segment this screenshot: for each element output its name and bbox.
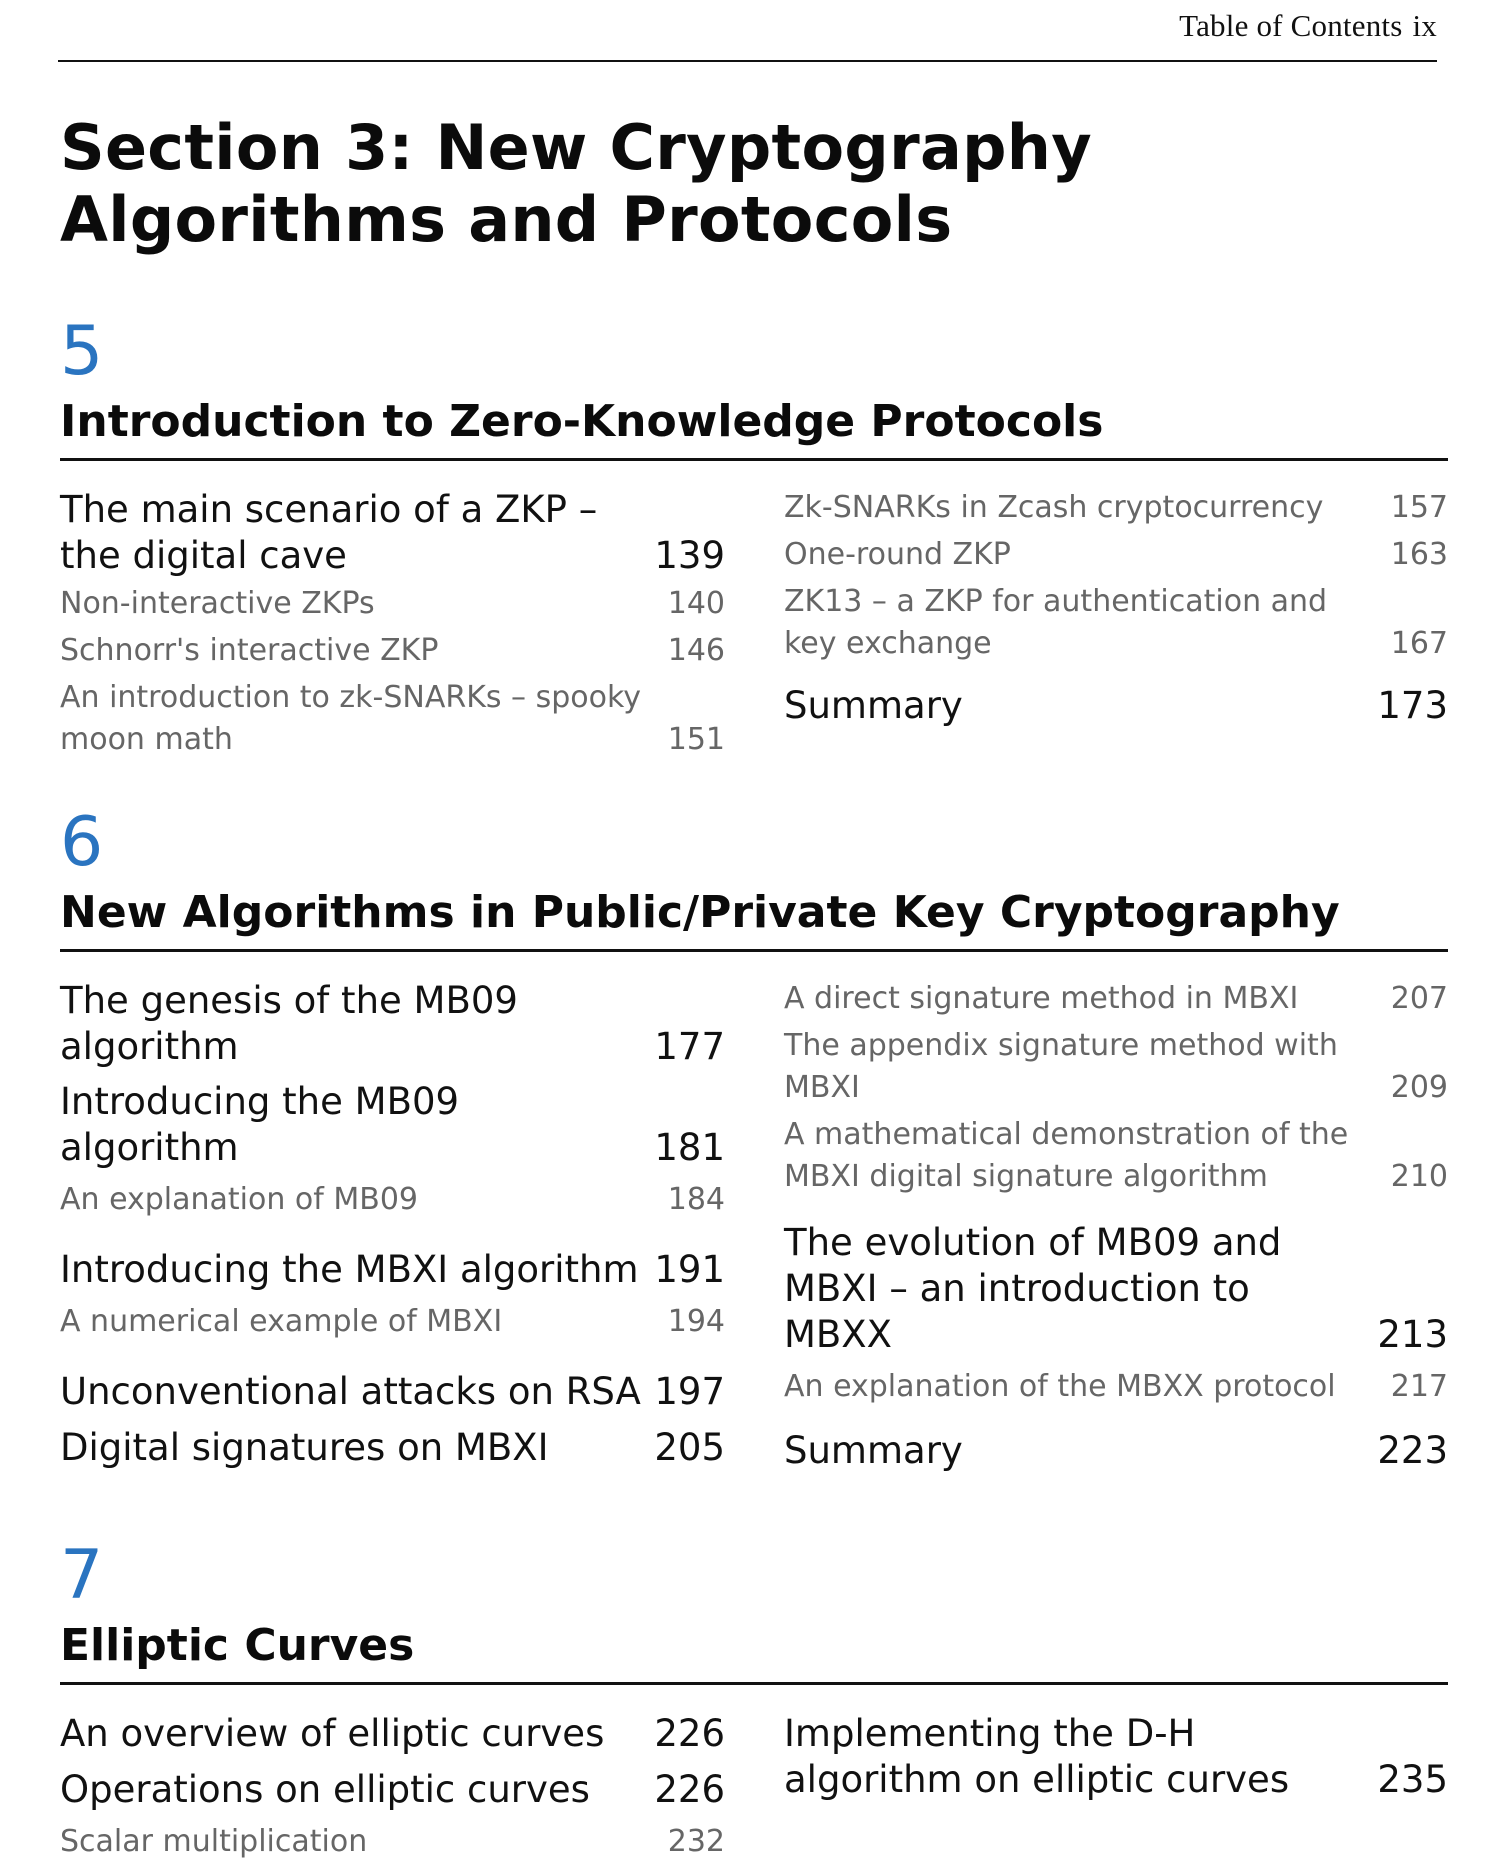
- entry-page: 191: [654, 1248, 725, 1291]
- left-column: [60, 978, 725, 1471]
- entry-page: 226: [654, 1712, 725, 1755]
- entry-title: A direct signature method in MBXI: [784, 981, 1299, 1016]
- entry-page: 157: [1390, 490, 1448, 525]
- toc-entry[interactable]: [784, 1711, 1448, 1803]
- chapter-6: [60, 803, 1448, 1472]
- toc-entry[interactable]: [60, 1247, 725, 1293]
- chapter-title: Introduction to Zero-Knowledge Protocols: [60, 394, 1448, 461]
- entry-title: An explanation of MB09: [60, 1182, 419, 1217]
- chapter-number: 6: [60, 803, 104, 882]
- entry-title: Digital signatures on MBXI: [60, 1426, 549, 1469]
- right-column: [784, 1711, 1448, 1803]
- chapter-number: 5: [60, 312, 104, 391]
- entry-page: 197: [654, 1370, 725, 1413]
- entry-page: 217: [1390, 1369, 1448, 1404]
- entry-title: Zk-SNARKs in Zcash cryptocurrency: [784, 490, 1324, 525]
- toc-entry[interactable]: [60, 1179, 725, 1221]
- entry-page: 223: [1377, 1429, 1448, 1472]
- left-column: [60, 487, 725, 761]
- toc-entry[interactable]: [60, 1821, 725, 1863]
- entry-title: An introduction to zk-SNARKs – spooky moon math: [60, 680, 642, 757]
- entry-page: 194: [667, 1304, 725, 1339]
- entry-title: The evolution of MB09 and MBXI – an introduction to MBXX: [784, 1221, 1282, 1356]
- entry-page: 181: [654, 1126, 725, 1169]
- entry-title: ZK13 – a ZKP for authentication and key exchange: [784, 584, 1328, 661]
- chapter-title: Elliptic Curves: [60, 1618, 1448, 1685]
- left-column: [60, 1711, 725, 1863]
- toc-entry[interactable]: [60, 1301, 725, 1343]
- entry-title: Schnorr's interactive ZKP: [60, 633, 439, 668]
- entry-title: The genesis of the MB09 algorithm: [60, 979, 518, 1068]
- entry-title: Scalar multiplication: [60, 1824, 368, 1859]
- entry-title: The appendix signature method with MBXI: [784, 1028, 1338, 1105]
- toc-entry[interactable]: [60, 487, 725, 579]
- entry-title: Summary: [784, 684, 963, 727]
- entry-page: 139: [654, 534, 725, 577]
- toc-entry[interactable]: [60, 1369, 725, 1415]
- running-head: [1179, 8, 1437, 44]
- entry-title: An overview of elliptic curves: [60, 1712, 605, 1755]
- entry-page: 235: [1377, 1758, 1448, 1801]
- entry-page: 207: [1390, 981, 1448, 1016]
- toc-entry[interactable]: [784, 534, 1448, 576]
- entry-page: 140: [667, 586, 725, 621]
- running-head-page-number: ix: [1412, 8, 1437, 43]
- entry-page: 167: [1390, 626, 1448, 661]
- entry-page: 232: [667, 1824, 725, 1859]
- toc-entry[interactable]: [60, 1711, 725, 1757]
- entry-title: The main scenario of a ZKP – the digital cave: [60, 488, 598, 577]
- entry-title: Summary: [784, 1429, 963, 1472]
- toc-entry[interactable]: [784, 581, 1448, 665]
- entry-page: 151: [667, 722, 725, 757]
- toc-entry[interactable]: [60, 1767, 725, 1813]
- right-column: [784, 978, 1448, 1474]
- entry-title: Operations on elliptic curves: [60, 1768, 590, 1811]
- header-rule: [58, 60, 1437, 62]
- toc-entry[interactable]: [784, 487, 1448, 529]
- entry-page: 177: [654, 1025, 725, 1068]
- toc-entry[interactable]: [784, 1220, 1448, 1358]
- entry-title: Introducing the MBXI algorithm: [60, 1248, 639, 1291]
- entry-page: 226: [654, 1768, 725, 1811]
- toc-entry[interactable]: [60, 677, 725, 761]
- toc-entry[interactable]: [784, 1366, 1448, 1408]
- chapter-7: [60, 1536, 1448, 1859]
- entry-title: Non-interactive ZKPs: [60, 586, 375, 621]
- toc-entry[interactable]: [784, 978, 1448, 1020]
- entry-page: 146: [667, 633, 725, 668]
- entry-page: 173: [1377, 684, 1448, 727]
- entry-page: 209: [1390, 1070, 1448, 1105]
- toc-entry[interactable]: [784, 683, 1448, 729]
- entry-title: An explanation of the MBXX protocol: [784, 1369, 1336, 1404]
- entry-page: 213: [1377, 1313, 1448, 1356]
- entry-title: A numerical example of MBXI: [60, 1304, 503, 1339]
- toc-entry[interactable]: [60, 1425, 725, 1471]
- right-column: [784, 487, 1448, 729]
- entry-title: Introducing the MB09 algorithm: [60, 1080, 460, 1169]
- entry-page: 163: [1390, 537, 1448, 572]
- toc-entry[interactable]: [60, 630, 725, 672]
- entry-page: 205: [654, 1426, 725, 1469]
- entry-title: Implementing the D-H algorithm on elliptic curves: [784, 1712, 1290, 1801]
- chapter-5: [60, 312, 1448, 757]
- section-title: Section 3: New Cryptography Algorithms and Protocols: [60, 111, 1092, 256]
- toc-entry[interactable]: [784, 1025, 1448, 1109]
- entry-title: One-round ZKP: [784, 537, 1011, 572]
- chapter-title: New Algorithms in Public/Private Key Cryptography: [60, 885, 1448, 952]
- entry-page: 210: [1390, 1159, 1448, 1194]
- toc-entry[interactable]: [784, 1114, 1448, 1198]
- entry-title: Unconventional attacks on RSA: [60, 1370, 641, 1413]
- toc-entry[interactable]: [60, 978, 725, 1070]
- toc-entry[interactable]: [60, 583, 725, 625]
- entry-title: A mathematical demonstration of the MBXI digital signature algorithm: [784, 1117, 1349, 1194]
- toc-entry[interactable]: [784, 1428, 1448, 1474]
- entry-page: 184: [667, 1182, 725, 1217]
- running-head-title: Table of Contents: [1179, 8, 1403, 43]
- chapter-number: 7: [60, 1536, 104, 1615]
- toc-entry[interactable]: [60, 1079, 725, 1171]
